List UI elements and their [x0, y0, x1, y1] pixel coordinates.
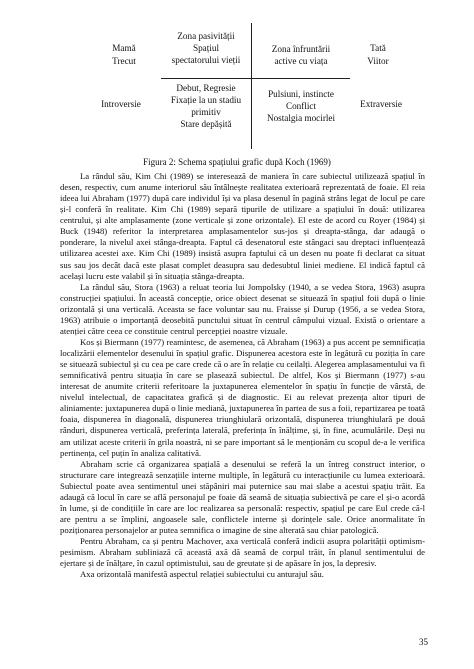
- cell-text: active cu viața: [274, 56, 328, 66]
- label-mama: Mamă: [112, 43, 136, 53]
- figure-caption: Figura 2: Schema spațiului grafic după Koch (1969): [143, 157, 331, 167]
- cell-text: Spațiul: [192, 43, 220, 53]
- cell-text: Nostalgia mocirlei: [266, 113, 336, 123]
- paragraph: Axa orizontală manifestă aspectul relației subiectului cu anturajul său.: [80, 569, 324, 580]
- page-number: 35: [419, 637, 428, 647]
- spatial-schema-diagram: [0, 0, 474, 160]
- paragraph: Kos și Biermann (1977) reamintesc, de asemenea, că Abraham (1963) a pus accent pe semnificația localizării elementelor desenului în spațiul grafic. Dispunerea acestora este în legătură cu poziția în care se situează subiectul și cu cea pe care crede că o are în relație cu ceilalți. Alegerea amplasamentului va fi semnificativă pentru situația în care se plasează subiectul. De altfel, Kos și Biermann (1977) s-au interesat de anumite criterii referitoare la juxtapunerea elementelor în spațiu în funcție de vârstă, de nivelul intelectual, de capacitatea grafică și de diagnostic. Ei au relevat prezența altor tipuri de aliniamente: juxtapunerea după o linie mediană, juxtapunerea în partea de sus a foii, repartizarea pe toată foaia, dispunerea în diagonală, dispunerea triunghiulară orizontală, dispunerea triunghiulară pe două rânduri, dispunerea verticală, preferința laterală, preferința în înălțime, și, în fine, acumulările. Deși nu am utilizat aceste criterii în grila noastră, ni se pare important să le menționăm cu scopul de-a le verifica pertinența, cel puțin în analiza calitativă.: [60, 336, 425, 458]
- cell-text: Stare depășită: [180, 119, 232, 129]
- cell-top-right: [253, 43, 349, 67]
- label-extraversie: Extraversie: [360, 99, 402, 109]
- label-tata: Tată: [370, 43, 386, 53]
- cell-text: Debut, Regresie: [176, 83, 236, 93]
- label-introversie: Introversie: [101, 99, 141, 109]
- label-trecut: Trecut: [112, 56, 136, 66]
- cell-text: Fixație la un stadiu: [170, 95, 242, 105]
- cell-text: Pulsiuni, instincte: [268, 89, 334, 99]
- cell-text: primitiv: [191, 107, 221, 117]
- body-text: [60, 171, 425, 580]
- vertical-divider: [251, 23, 252, 149]
- paragraph: La rândul său, Kim Chi (1989) se interesează de maniera în care subiectul utilizează spațiul în desen, respectiv, cum anume interiorul său întâlnește realitatea exterioară reprezentată de foaie. El reia ideea lui Abraham (1977) după care individul își va plasa desenul în pagină strâns legat de locul pe care și-l conferă în realitate. Kim Chi (1989) separă tipurile de utilizare a spațiului în două: utilizarea centrului, și alte amplasamente (zone verticale și zone orizontale). El este de acord cu Royer (1984) și Buck (1948) referitor la interpretarea amplasamentelor sus-jos și dreapta-stânga, dar adaugă o ponderare, la nivelul axei stânga-dreapta. Faptul că desenatorul este stângaci sau dreptaci influențează utilizarea acestei axe. Kim Chi (1989) insistă asupra faptului că un desen nu poate fi declarat ca situat sus sau jos decât dacă este plasat complet deasupra sau dedesubtul liniei mediene. El indică faptul că același lucru este valabil și în situația stânga-dreapta.: [60, 171, 425, 281]
- cell-top-left: [162, 30, 250, 66]
- cell-text: Zona pasivității: [177, 31, 235, 41]
- paragraph: La rândul său, Stora (1963) a reluat teoria lui Jompolsky (1940, a se vedea Stora, 1963) asupra construcției spațiului. În această concepție, orice obiect desenat se situează în spațiul foii după o linie orizontală și una verticală. Aceasta se face voluntar sau nu. Fraisse și Durup (1956, a se vedea Stora, 1963) atribuie o importanță deosebită punctului situat în centrul câmpului vizual. Există o orientare a atenției către ceea ce constituie centrul percepției noastre vizuale.: [60, 281, 425, 336]
- cell-bottom-right: [253, 88, 349, 124]
- cell-text: spectatorului vieții: [171, 55, 241, 65]
- horizontal-divider: [161, 78, 350, 79]
- paragraph: Abraham scrie că organizarea spațială a desenului se referă la un întreg construct interior, o structurare care integrează senzațiile interne multiple, în legătură cu interacțiunile cu lumea exterioară. Subiectul poate avea sentimentul unei stăpâniri mai puternice sau mai slabe a acestui spațiu trăit. Ea adaugă că locul în care se află personajul pe foaie dă seamă de situația subiectivă pe care el și-o acordă în lume, și de condițiile în care are loc realizarea sa personală: respectiv, spațiul pe care Eul crede că-l are pentru a se împlini, angoasele sale, conflictele interne și dorințele sale. Orice anormalitate în poziționarea personajelor ar putea semnifica o imagine de sine alterată sau chiar patologică.: [60, 458, 425, 535]
- paragraph: Pentru Abraham, ca și pentru Machover, axa verticală conferă indicii asupra polarității optimism-pesimism. Abraham subliniază că această axă dă seamă de corpul trăit, în planul sentimentului de ejertare și de înălțare, în cazul optimistului, sau de greutate și de apăsare în jos, la depresiv.: [60, 536, 425, 569]
- cell-bottom-left: [162, 82, 250, 130]
- label-viitor: Viitor: [367, 56, 389, 66]
- cell-text: Conflict: [285, 101, 317, 111]
- cell-text: Zona înfruntării: [271, 44, 331, 54]
